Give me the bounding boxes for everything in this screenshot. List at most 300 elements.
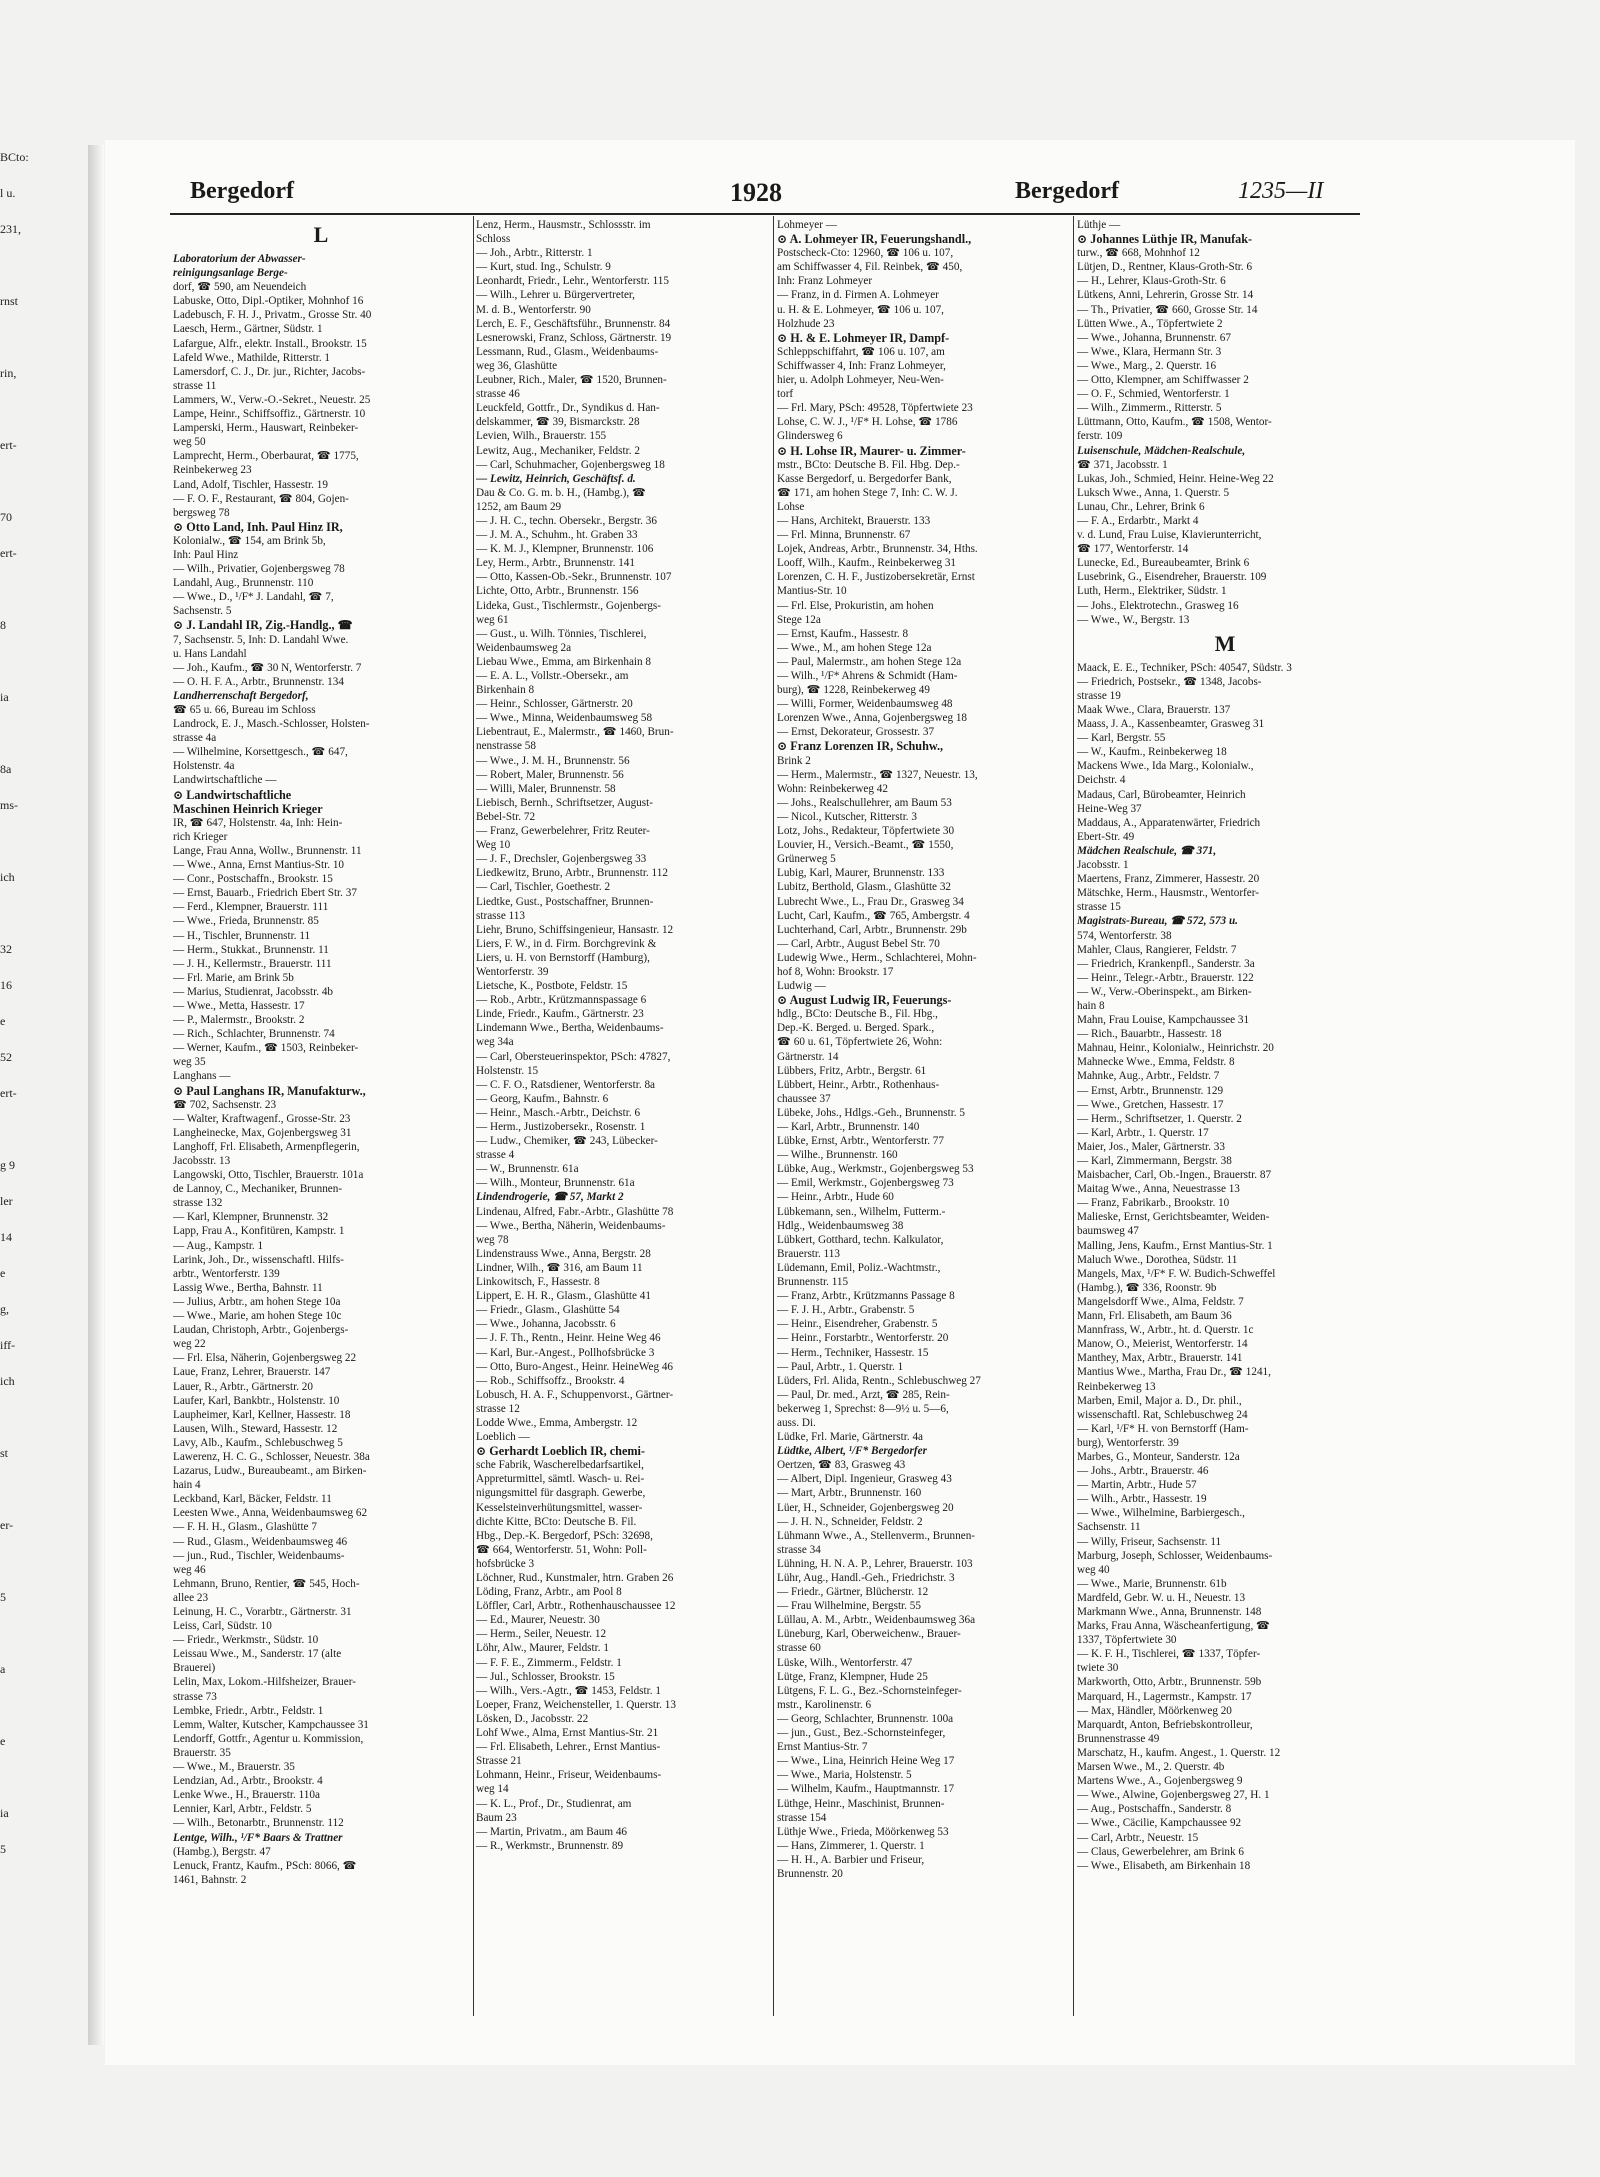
directory-entry: Leissau Wwe., M., Sanderstr. 17 (alte [173, 1648, 342, 1661]
directory-entry: Lichte, Otto, Arbtr., Brunnenstr. 156 [476, 585, 639, 598]
directory-entry: Liers, u. H. von Bernstorff (Hamburg), [476, 951, 650, 964]
header-rule [170, 213, 1360, 215]
directory-entry: Mann, Frl. Elisabeth, am Baum 36 [1077, 1310, 1232, 1323]
directory-entry: Lazarus, Ludw., Bureaubeamt., am Birken- [173, 1465, 367, 1478]
directory-entry: Luisenschule, Mädchen-Realschule, [1077, 444, 1246, 457]
directory-entry: — Lewitz, Heinrich, Geschäftsf. d. [476, 472, 636, 485]
directory-entry: — J. H., Kellermstr., Brauerstr. 111 [173, 957, 332, 970]
directory-entry: Lentge, Wilh., ¹/F* Baars & Trattner [173, 1831, 343, 1844]
directory-entry: — Heinr., Telegr.-Arbtr., Brauerstr. 122 [1077, 971, 1254, 984]
directory-entry: Reinbekerweg 23 [173, 464, 252, 477]
directory-entry: de Lannoy, C., Mechaniker, Brunnen- [173, 1183, 343, 1196]
directory-entry: Leuckfeld, Gottfr., Dr., Syndikus d. Han- [476, 402, 660, 415]
directory-entry: bekerweg 1, Sprechst: 8—9½ u. 5—6, [777, 1402, 949, 1415]
directory-entry: Lübbers, Fritz, Arbtr., Bergstr. 61 [777, 1064, 927, 1077]
prev-page-fragment: 231, [0, 222, 21, 236]
directory-entry: — Otto, Kassen-Ob.-Sekr., Brunnenstr. 107 [476, 571, 672, 584]
directory-entry: weg 35 [173, 1056, 206, 1069]
book-gutter [88, 145, 104, 2045]
directory-entry: Looff, Wilh., Kaufm., Reinbekerweg 31 [777, 557, 957, 570]
prev-page-fragment: 8 [0, 618, 6, 632]
directory-entry: strasse 60 [777, 1642, 821, 1655]
directory-entry: — Heinr., Forstarbtr., Wentorferstr. 20 [777, 1332, 949, 1345]
directory-entry: — Franz, Arbtr., Krützmanns Passage 8 [777, 1290, 955, 1303]
directory-entry: IR, ☎ 647, Holstenstr. 4a, Inh: Hein- [173, 816, 343, 829]
directory-entry: Strasse 21 [476, 1755, 522, 1768]
directory-entry: Deichstr. 4 [1077, 774, 1126, 787]
directory-entry: — J. F., Drechsler, Gojenbergsweg 33 [476, 853, 647, 866]
directory-entry: Langhoff, Frl. Elisabeth, Armenpflegerin, [173, 1140, 360, 1153]
directory-entry: M. d. B., Wentorferstr. 90 [476, 303, 591, 316]
directory-entry: Maak Wwe., Clara, Brauerstr. 137 [1077, 704, 1231, 716]
directory-entry: — Ernst, Dekorateur, Grossestr. 37 [777, 726, 935, 739]
directory-entry: Lüske, Wilh., Wentorferstr. 47 [777, 1656, 913, 1669]
directory-entry: Baum 23 [476, 1811, 517, 1824]
directory-entry: Lüneburg, Karl, Oberweichenw., Brauer- [777, 1628, 961, 1641]
directory-entry: hain 4 [173, 1479, 201, 1492]
directory-entry: Liebau Wwe., Emma, am Birkenhain 8 [476, 655, 652, 668]
directory-entry: Manow, O., Meierist, Wentorferstr. 14 [1077, 1338, 1248, 1351]
directory-entry: — R., Werkmstr., Brunnenstr. 89 [476, 1839, 624, 1852]
directory-entry: — Marius, Studienrat, Jacobsstr. 4b [173, 985, 334, 998]
directory-entry: Lubig, Karl, Maurer, Brunnenstr. 133 [777, 867, 945, 880]
directory-entry: — Willi, Maler, Brunnenstr. 58 [476, 782, 616, 795]
directory-entry: Leckband, Karl, Bäcker, Feldstr. 11 [173, 1493, 332, 1506]
directory-entry: Lüthge, Heinr., Maschinist, Brunnen- [777, 1797, 945, 1810]
entries-column-2 [476, 218, 772, 1853]
directory-entry: — Otto, Buro-Angest., Heinr. HeineWeg 46 [476, 1360, 674, 1373]
directory-entry: Schleppschiffahrt, ☎ 106 u. 107, am [777, 345, 945, 358]
directory-entry: — Willy, Friseur, Sachsenstr. 11 [1077, 1535, 1222, 1548]
directory-entry: Lessmann, Rud., Glasm., Weidenbaums- [476, 345, 659, 358]
directory-entry: Lapp, Frau A., Konfitüren, Kampstr. 1 [173, 1225, 345, 1238]
directory-entry: Lübke, Ernst, Arbtr., Wentorferstr. 77 [777, 1135, 944, 1148]
directory-entry: ⊙ August Ludwig IR, Feuerungs- [777, 993, 952, 1008]
directory-entry: — Rob., Schiffsoffz., Brookstr. 4 [476, 1374, 625, 1387]
directory-entry: 1337, Töpfertwiete 30 [1077, 1634, 1177, 1647]
directory-entry: Laupheimer, Karl, Kellner, Hassestr. 18 [173, 1408, 351, 1421]
directory-entry: — Frl. Minna, Brunnenstr. 67 [777, 529, 911, 542]
directory-entry: — Karl, Zimmermann, Bergstr. 38 [1077, 1155, 1232, 1167]
directory-entry: — Carl, Obersteuerinspektor, PSch: 47827, [476, 1050, 671, 1063]
page-header [160, 178, 1370, 214]
directory-entry: — Franz, in d. Firmen A. Lohmeyer [777, 289, 939, 302]
directory-entry: Postscheck-Cto: 12960, ☎ 106 u. 107, [777, 247, 954, 260]
directory-entry: — K. F. H., Tischlerei, ☎ 1337, Töpfer- [1077, 1648, 1261, 1661]
directory-entry: Lauer, R., Arbtr., Gärtnerstr. 20 [173, 1380, 313, 1393]
directory-entry: — Karl, Bur.-Angest., Pollhofsbrücke 3 [476, 1346, 655, 1359]
directory-entry: — Georg, Kaufm., Bahnstr. 6 [476, 1092, 609, 1105]
directory-entry: reinigungsanlage Berge- [173, 267, 288, 280]
directory-entry: — Karl, ¹/F* H. von Bernstorff (Ham- [1077, 1422, 1249, 1435]
directory-entry: ⊙ J. Landahl IR, Zig.-Handlg., ☎ [173, 618, 353, 633]
directory-entry: Lange, Frau Anna, Wollw., Brunnenstr. 11 [173, 844, 362, 857]
directory-entry: Leonhardt, Friedr., Lehr., Wentorferstr. 115 [476, 275, 669, 288]
directory-entry: Linde, Friedr., Kaufm., Gärtnerstr. 23 [476, 1008, 644, 1021]
directory-entry: — jun., Rud., Tischler, Weidenbaums- [173, 1549, 345, 1562]
directory-entry: Mantius Wwe., Martha, Frau Dr., ☎ 1241, [1077, 1366, 1271, 1379]
directory-entry: Gärtnerstr. 14 [777, 1050, 839, 1063]
directory-entry: — F. J. H., Arbtr., Grabenstr. 5 [777, 1304, 915, 1317]
directory-entry: strasse 154 [777, 1811, 827, 1824]
directory-entry: ferstr. 109 [1077, 430, 1123, 443]
directory-entry: ☎ 177, Wentorferstr. 14 [1077, 543, 1189, 556]
directory-entry: ☎ 65 u. 66, Bureau im Schloss [173, 704, 316, 716]
directory-entry: — Carl, Schuhmacher, Gojenbergsweg 18 [476, 458, 665, 471]
directory-entry: — Georg, Schlachter, Brunnenstr. 100a [777, 1712, 954, 1725]
directory-entry: baumsweg 47 [1077, 1225, 1139, 1238]
directory-entry: allee 23 [173, 1591, 209, 1604]
directory-entry: — O. F., Schmied, Wentorferstr. 1 [1077, 388, 1230, 401]
directory-entry: — Ludw., Chemiker, ☎ 243, Lübecker- [476, 1135, 658, 1148]
prev-page-fragment: ler [0, 1194, 13, 1208]
directory-entry: ⊙ H. Lohse IR, Maurer- u. Zimmer- [777, 443, 966, 458]
directory-entry: dorf, ☎ 590, am Neuendeich [173, 281, 307, 294]
directory-entry: Liebentraut, E., Malermstr., ☎ 1460, Brun- [476, 726, 674, 739]
directory-entry: — Rob., Arbtr., Krützmannspassage 6 [476, 994, 647, 1007]
directory-entry: — Wwe., M., Brauerstr. 35 [173, 1761, 295, 1774]
directory-entry: — Wwe., Marg., 2. Querstr. 16 [1077, 359, 1217, 372]
directory-entry: mstr., BCto: Deutsche B. Fil. Hbg. Dep.- [777, 458, 960, 471]
directory-entry: weg 36, Glashütte [476, 359, 558, 372]
directory-entry: — F. O. F., Restaurant, ☎ 804, Gojen- [173, 492, 349, 505]
directory-entry: mstr., Karolinenstr. 6 [777, 1698, 872, 1711]
directory-entry: ☎ 60 u. 61, Töpfertwiete 26, Wohn: [777, 1036, 943, 1049]
directory-entry: Ludwig — [777, 980, 826, 993]
directory-entry: weg 61 [476, 613, 509, 626]
directory-entry: Grünerweg 5 [777, 853, 836, 866]
directory-entry: Lukas, Joh., Schmied, Heinr. Heine-Weg 22 [1077, 472, 1274, 485]
directory-entry: Maack, E. E., Techniker, PSch: 40547, Südstr. 3 [1077, 661, 1292, 674]
directory-entry: — Kurt, stud. Ing., Schulstr. 9 [476, 261, 611, 274]
directory-entry: Marschatz, H., kaufm. Angest., 1. Querstr. 12 [1077, 1746, 1281, 1759]
prev-page-fragment: 52 [0, 1050, 12, 1064]
directory-entry: Bebel-Str. 72 [476, 810, 536, 823]
directory-entry: Labuske, Otto, Dipl.-Optiker, Mohnhof 16 [173, 295, 364, 308]
directory-entry: Malieske, Ernst, Gerichtsbeamter, Weiden- [1077, 1211, 1270, 1224]
directory-entry: Reinbekerweg 13 [1077, 1380, 1156, 1393]
directory-entry: v. d. Lund, Frau Luise, Klavierunterricht, [1077, 529, 1262, 542]
directory-entry: — Heinr., Eisendreher, Grabenstr. 5 [777, 1318, 938, 1331]
directory-entry: Larink, Joh., Dr., wissenschaftl. Hilfs- [173, 1253, 344, 1266]
header-right-city: Bergedorf [1015, 178, 1119, 204]
directory-entry: — Johs., Arbtr., Brauerstr. 46 [1077, 1465, 1209, 1478]
prev-page-fragment: rin, [0, 366, 17, 380]
directory-entry: Landherrenschaft Bergedorf, [173, 689, 309, 702]
directory-entry: Dau & Co. G. m. b. H., (Hambg.), ☎ [476, 486, 646, 499]
prev-page-fragment: a [0, 1662, 6, 1676]
directory-entry: Löchner, Rud., Kunstmaler, htrn. Graben 26 [476, 1572, 674, 1584]
directory-entry: Schiffwasser 4, Inh: Franz Lohmeyer, [777, 359, 946, 372]
directory-entry: Markmann Wwe., Anna, Brunnenstr. 148 [1077, 1606, 1262, 1618]
directory-entry: Lembke, Friedr., Arbtr., Feldstr. 1 [173, 1704, 324, 1717]
directory-entry: Landwirtschaftliche — [173, 774, 277, 787]
directory-entry: strasse 113 [476, 909, 525, 922]
directory-entry: Lohse [777, 500, 805, 513]
directory-entry: Wentorferstr. 39 [476, 965, 549, 978]
directory-entry: ⊙ Paul Langhans IR, Manufakturw., [173, 1083, 366, 1098]
directory-entry: — Herm., Techniker, Hassestr. 15 [777, 1346, 929, 1359]
directory-entry: auss. Di. [777, 1416, 816, 1429]
directory-entry: Martens Wwe., A., Gojenbergsweg 9 [1077, 1775, 1243, 1788]
directory-entry: — Friedrich, Krankenpfl., Sanderstr. 3a [1077, 957, 1255, 970]
directory-entry: ⊙ Otto Land, Inh. Paul Hinz IR, [173, 519, 343, 534]
prev-page-fragment: ert- [0, 546, 17, 560]
directory-entry: — Willi, Former, Weidenbaumsweg 48 [777, 698, 953, 711]
directory-entry: Lojek, Andreas, Arbtr., Brunnenstr. 34, Hths. [777, 543, 978, 556]
directory-entry: — Frau Wilhelmine, Bergstr. 55 [777, 1600, 921, 1613]
directory-entry: hain 8 [1077, 999, 1105, 1012]
directory-entry: Manthey, Max, Arbtr., Brauerstr. 141 [1077, 1352, 1243, 1365]
directory-entry: bergsweg 78 [173, 506, 230, 519]
directory-entry: strasse 15 [1077, 901, 1121, 914]
directory-entry: — Herm., Malermstr., ☎ 1327, Neuestr. 13, [777, 768, 978, 781]
directory-entry: twiete 30 [1077, 1662, 1119, 1675]
directory-entry: — J. H. N., Schneider, Feldstr. 2 [777, 1515, 923, 1528]
directory-entry: — Joh., Arbtr., Ritterstr. 1 [476, 247, 593, 260]
directory-entry: Mahnau, Heinr., Kolonialw., Heinrichstr. 20 [1077, 1042, 1274, 1055]
directory-entry: Mätschke, Herm., Hausmstr., Wentorfer- [1077, 887, 1259, 900]
directory-entry: Jacobsstr. 1 [1077, 859, 1129, 872]
directory-entry: arbtr., Wentorferstr. 139 [173, 1267, 280, 1280]
directory-entry: Lamersdorf, C. J., Dr. jur., Richter, Jacobs- [173, 365, 366, 378]
directory-entry: — Wilhelmine, Korsettgesch., ☎ 647, [173, 746, 348, 759]
directory-entry: Lenuck, Frantz, Kaufm., PSch: 8066, ☎ [173, 1859, 357, 1872]
directory-entry: Lohse, C. W. J., ¹/F* H. Lohse, ☎ 1786 [777, 416, 958, 429]
directory-entry: Mantius-Str. 10 [777, 585, 847, 598]
directory-entry: Marbes, G., Monteur, Sanderstr. 12a [1077, 1450, 1240, 1463]
directory-entry: Lüthje Wwe., Frieda, Möörkenweg 53 [777, 1825, 949, 1838]
directory-entry: Lübkert, Gotthard, techn. Kalkulator, [777, 1233, 944, 1246]
directory-entry: ⊙ Landwirtschaftliche [173, 787, 292, 802]
directory-entry: Appreturmittel, sämtl. Wasch- u. Rei- [476, 1473, 645, 1486]
prev-page-fragment: l u. [0, 186, 16, 200]
directory-entry: ☎ 371, Jacobsstr. 1 [1077, 458, 1168, 471]
directory-entry: ⊙ A. Lohmeyer IR, Feuerungshandl., [777, 232, 972, 247]
directory-entry: Mädchen Realschule, ☎ 371, [1077, 844, 1217, 857]
directory-entry: Hdlg., Weidenbaumsweg 38 [777, 1219, 904, 1232]
directory-entry: 7, Sachsenstr. 5, Inh: D. Landahl Wwe. [173, 633, 349, 646]
directory-entry: Ernst Mantius-Str. 7 [777, 1741, 868, 1754]
directory-entry: — Werner, Kaufm., ☎ 1503, Reinbeker- [173, 1042, 359, 1055]
directory-entry: Lösken, D., Jacobsstr. 22 [476, 1712, 589, 1725]
directory-entry: nenstrasse 58 [476, 740, 536, 753]
directory-entry: — Nicol., Kutscher, Ritterstr. 3 [777, 810, 917, 823]
directory-entry: Landrock, E. J., Masch.-Schlosser, Holsten- [173, 718, 370, 731]
directory-entry: Lendorff, Gottfr., Agentur u. Kommission, [173, 1732, 364, 1745]
prev-page-fragment: ia [0, 1806, 9, 1820]
directory-entry: Lampe, Heinr., Schiffsoffiz., Gärtnerstr. 10 [173, 408, 366, 421]
directory-entry: strasse 4a [173, 732, 217, 745]
directory-entry: Lohmeyer — [777, 219, 837, 231]
directory-entry: Lesnerowski, Franz, Schloss, Gärtnerstr. 19 [476, 331, 672, 344]
section-letter: L [313, 222, 329, 247]
prev-page-fragment: 8a [0, 762, 12, 776]
directory-entry: Lorenzen Wwe., Anna, Gojenbergsweg 18 [777, 712, 968, 725]
directory-entry: — H. H., A. Barbier und Friseur, [777, 1853, 925, 1866]
directory-entry: — Wwe., Johanna, Jacobsstr. 6 [476, 1318, 616, 1331]
directory-entry: — Heinr., Arbtr., Hude 60 [777, 1191, 894, 1204]
directory-entry: Langowski, Otto, Tischler, Brauerstr. 101a [173, 1169, 364, 1182]
directory-entry: Marburg, Joseph, Schlosser, Weidenbaums- [1077, 1549, 1273, 1562]
directory-entry: — Wwe., W., Bergstr. 13 [1077, 613, 1190, 626]
directory-entry: — J. H. C., techn. Obersekr., Bergstr. 36 [476, 514, 657, 527]
directory-entry: — Conr., Postschaffn., Brookstr. 15 [173, 873, 333, 886]
directory-entry: Mangelsdorff Wwe., Alma, Feldstr. 7 [1077, 1295, 1244, 1308]
directory-entry: Lendzian, Ad., Arbtr., Brookstr. 4 [173, 1775, 323, 1788]
directory-entry: — Wwe., J. M. H., Brunnenstr. 56 [476, 754, 630, 767]
directory-entry: — Carl, Arbtr., Neuestr. 15 [1077, 1831, 1199, 1844]
directory-entry: — Aug., Postschaffn., Sanderstr. 8 [1077, 1803, 1232, 1816]
directory-entry: — Paul, Arbtr., 1. Querstr. 1 [777, 1360, 904, 1373]
entries-column-4 [1077, 218, 1373, 1873]
directory-entry: Maass, J. A., Kassenbeamter, Grasweg 31 [1077, 718, 1265, 731]
directory-entry: Malling, Jens, Kaufm., Ernst Mantius-Str. 1 [1077, 1239, 1273, 1252]
prev-page-fragment: ich [0, 870, 15, 884]
prev-page-fragment: ert- [0, 438, 17, 452]
directory-entry: Lindner, Wilh., ☎ 316, am Baum 11 [476, 1261, 643, 1274]
directory-entry: nigungsmittel für dasgraph. Gewerbe, [476, 1487, 646, 1500]
prev-page-fragment: iff- [0, 1338, 16, 1352]
directory-entry: hdlg., BCto: Deutsche B., Fil. Hbg., [777, 1008, 938, 1021]
directory-entry: — K. M. J., Klempner, Brunnenstr. 106 [476, 543, 654, 556]
directory-entry: — Martin, Arbtr., Hude 57 [1077, 1479, 1197, 1492]
directory-entry: Glindersweg 6 [777, 430, 843, 443]
directory-entry: Hbg., Dep.-K. Bergedorf, PSch: 32698, [476, 1529, 653, 1542]
directory-entry: Brunnenstr. 20 [777, 1867, 843, 1880]
directory-entry: Mangels, Max, ¹/F* F. W. Budich-Schweffel [1077, 1267, 1276, 1280]
directory-entry: — Karl, Bergstr. 55 [1077, 732, 1166, 745]
directory-entry: — Wilh., ¹/F* Ahrens & Schmidt (Ham- [777, 670, 958, 682]
directory-entry: Langheinecke, Max, Gojenbergsweg 31 [173, 1126, 352, 1139]
directory-entry: Lassig Wwe., Bertha, Bahnstr. 11 [173, 1281, 323, 1294]
directory-entry: — Albert, Dipl. Ingenieur, Grasweg 43 [777, 1473, 952, 1486]
directory-entry: weg 34a [476, 1036, 514, 1049]
directory-entry: Liebisch, Bernh., Schriftsetzer, August- [476, 796, 653, 809]
directory-entry: Lehmann, Bruno, Rentier, ☎ 545, Hoch- [173, 1577, 360, 1590]
directory-entry: — Ed., Maurer, Neuestr. 30 [476, 1614, 600, 1627]
directory-entry: — Wwe., Wilhelmine, Barbiergesch., [1077, 1507, 1245, 1520]
directory-entry: — H., Lehrer, Klaus-Groth-Str. 6 [1077, 275, 1226, 288]
directory-entry: Mahler, Claus, Rangierer, Feldstr. 7 [1077, 943, 1237, 956]
directory-entry: Schloss [476, 233, 511, 246]
header-page-number: 1235—II [1238, 178, 1324, 204]
directory-entry: — Frl. Elsa, Näherin, Gojenbergsweg 22 [173, 1352, 357, 1365]
directory-entry: — Karl, Klempner, Brunnenstr. 32 [173, 1211, 329, 1224]
directory-entry: Maluch Wwe., Dorothea, Südstr. 11 [1077, 1253, 1238, 1266]
directory-entry: Lamprecht, Herm., Oberbaurat, ☎ 1775, [173, 450, 359, 463]
directory-entry: — Friedrich, Postsekr., ☎ 1348, Jacobs- [1077, 675, 1262, 688]
column-divider [1073, 216, 1074, 2016]
directory-entry: Inh: Franz Lohmeyer [777, 275, 873, 288]
directory-entry: — F. H. H., Glasm., Glashütte 7 [173, 1521, 317, 1534]
entries-column-3 [777, 218, 1073, 1881]
directory-entry: Löffler, Carl, Arbtr., Rothenhauschaussee 12 [476, 1600, 676, 1613]
prev-page-fragment: 14 [0, 1230, 12, 1244]
directory-entry: Inh: Paul Hinz [173, 548, 239, 561]
directory-entry: — Carl, Tischler, Goethestr. 2 [476, 881, 611, 894]
directory-entry: ☎ 171, am hohen Stege 7, Inh: C. W. J. [777, 486, 958, 499]
directory-entry: weg 22 [173, 1338, 206, 1351]
directory-entry: — Wwe., Gretchen, Hassestr. 17 [1077, 1098, 1224, 1111]
directory-entry: — Walter, Kraftwagenf., Grosse-Str. 23 [173, 1112, 351, 1125]
directory-entry: — Karl, Arbtr., 1. Querstr. 17 [1077, 1126, 1209, 1139]
directory-entry: Lütten Wwe., A., Töpfertwiete 2 [1077, 317, 1223, 330]
directory-entry: strasse 11 [173, 379, 217, 392]
directory-entry: — Hans, Architekt, Brauerstr. 133 [777, 514, 931, 527]
directory-entry: Brauerei) [173, 1662, 216, 1675]
directory-entry: Landahl, Aug., Brunnenstr. 110 [173, 577, 314, 590]
directory-entry: — Wwe., Alwine, Gojenbergsweg 27, H. 1 [1077, 1789, 1270, 1802]
directory-entry: am Schiffwasser 4, Fil. Reinbek, ☎ 450, [777, 261, 963, 274]
directory-entry: — Th., Privatier, ☎ 660, Grosse Str. 14 [1077, 303, 1258, 316]
directory-entry: — J. M. A., Schuhm., ht. Graben 33 [476, 529, 638, 542]
directory-entry: — Wwe., Minna, Weidenbaumsweg 58 [476, 712, 653, 725]
directory-entry: Liedtke, Gust., Postschaffner, Brunnen- [476, 895, 654, 908]
directory-entry: — Wwe., Elisabeth, am Birkenhain 18 [1077, 1859, 1251, 1872]
directory-entry: Lenke Wwe., H., Brauerstr. 110a [173, 1789, 320, 1802]
directory-entry: Lubrecht Wwe., L., Frau Dr., Grasweg 34 [777, 895, 964, 908]
directory-entry: Holzhude 23 [777, 317, 835, 330]
directory-entry: burg), ☎ 1228, Reinbekerweg 49 [777, 684, 930, 697]
directory-entry: strasse 12 [476, 1402, 520, 1415]
directory-entry: Ley, Herm., Arbtr., Brunnenstr. 141 [476, 557, 635, 570]
directory-entry: — Wwe., Metta, Hassestr. 17 [173, 999, 305, 1012]
directory-entry: weg 50 [173, 436, 206, 449]
directory-entry: Lausen, Wilh., Steward, Hassestr. 12 [173, 1422, 338, 1435]
directory-entry: Maertens, Franz, Zimmerer, Hassestr. 20 [1077, 873, 1260, 886]
directory-entry: — W., Verw.-Oberinspekt., am Birken- [1077, 985, 1252, 998]
directory-entry: Kolonialw., ☎ 154, am Brink 5b, [173, 534, 326, 547]
directory-entry: — Robert, Maler, Brunnenstr. 56 [476, 768, 624, 781]
prev-page-fragment: ia [0, 690, 9, 704]
directory-entry: Maddaus, A., Apparatenwärter, Friedrich [1077, 816, 1261, 829]
directory-entry: — Johs., Realschullehrer, am Baum 53 [777, 796, 952, 809]
directory-entry: weg 46 [173, 1563, 206, 1576]
directory-entry: Marks, Frau Anna, Wäscheanfertigung, ☎ [1077, 1620, 1270, 1633]
directory-entry: — Frl. Elisabeth, Lehrer., Ernst Mantius- [476, 1741, 661, 1754]
prev-page-fragment: 5 [0, 1842, 6, 1856]
directory-entry: Lideka, Gust., Tischlermstr., Gojenbergs- [476, 599, 661, 612]
directory-entry: — Wilh., Lehrer u. Bürgervertreter, [476, 289, 635, 302]
directory-entry: — Johs., Elektrotechn., Grasweg 16 [1077, 599, 1239, 612]
directory-entry: — Wilh., Privatier, Gojenbergsweg 78 [173, 563, 345, 576]
directory-entry: Luchterhand, Carl, Arbtr., Brunnenstr. 29b [777, 923, 967, 936]
directory-entry: — Ernst, Arbtr., Brunnenstr. 129 [1077, 1084, 1224, 1097]
directory-entry: — Franz, Fabrikarb., Brookstr. 10 [1077, 1197, 1230, 1210]
directory-entry: — Jul., Schlosser, Brookstr. 15 [476, 1670, 615, 1683]
directory-entry: — Emil, Werkmstr., Gojenbergsweg 73 [777, 1177, 954, 1190]
directory-entry: Dep.-K. Berged. u. Berged. Spark., [777, 1022, 935, 1035]
directory-entry: Lammers, W., Verw.-O.-Sekret., Neuestr. 25 [173, 393, 371, 406]
directory-entry: — Paul, Malermstr., am hohen Stege 12a [777, 655, 962, 668]
directory-entry: Ebert-Str. 49 [1077, 830, 1135, 843]
directory-entry: — Wilh., Zimmerm., Ritterstr. 5 [1077, 402, 1222, 415]
directory-entry: ⊙ Franz Lorenzen IR, Schuhw., [777, 739, 944, 754]
directory-entry: Maier, Jos., Maler, Gärtnerstr. 33 [1077, 1140, 1225, 1153]
directory-entry: — Max, Händler, Möörkenweg 20 [1077, 1704, 1232, 1717]
prev-page-fragment: g, [0, 1302, 9, 1316]
directory-entry: Loeper, Franz, Weichensteller, 1. Querstr. 13 [476, 1698, 676, 1711]
prev-page-fragment: e [0, 1014, 6, 1028]
directory-entry: Leubner, Rich., Maler, ☎ 1520, Brunnen- [476, 374, 667, 387]
directory-entry: Marsen Wwe., M., 2. Querstr. 4b [1077, 1761, 1225, 1774]
directory-entry: Liedkewitz, Bruno, Arbtr., Brunnenstr. 112 [476, 867, 668, 880]
directory-entry: — P., Malermstr., Brookstr. 2 [173, 1014, 305, 1027]
directory-entry: Marben, Emil, Major a. D., Dr. phil., [1077, 1394, 1242, 1407]
directory-entry: Lindemann Wwe., Bertha, Weidenbaums- [476, 1022, 664, 1035]
directory-entry: — Herm., Justizobersekr., Rosenstr. 1 [476, 1121, 646, 1133]
